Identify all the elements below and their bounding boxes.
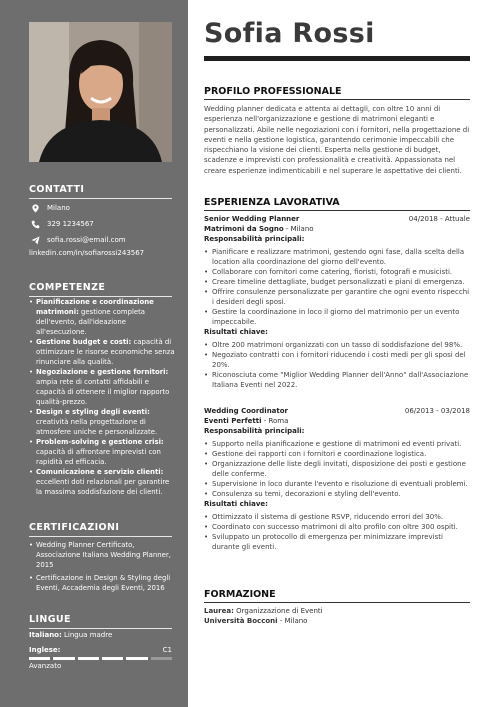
list-item: • Supporto nella pianificazione e gestione di matrimoni ed eventi privati. xyxy=(204,439,470,449)
education-heading: FORMAZIONE xyxy=(204,589,276,600)
language-level-segment xyxy=(53,657,74,660)
portrait-image xyxy=(29,22,172,162)
certification-item: • Wedding Planner Certificato, Associazione Italiana Wedding Planner, 2015 xyxy=(29,540,175,570)
language-level-segment xyxy=(78,657,99,660)
language-english: Inglese: C1 xyxy=(29,646,172,654)
skill-item: • Comunicazione e servizio clienti: eccellenti doti relazionali per garantire la massima soddisfazione dei clienti. xyxy=(29,467,175,497)
job-entry-1: Senior Wedding Planner 04/2018 - Attuale Matrimoni da Sogno - Milano Responsabilità principali: • Pianificare e realizzare matrimoni, gestendo ogni fase, dalla scelta della location alla coordinazione del giorno dell'evento. • Collaborare con fornitori come catering, fioristi, fotografi e musicisti. • Creare timeline dettagliate, budget personalizzati e piani di emergenza. • Offrire consulenze personalizzate per garantire che ogni evento rispecchi i desideri degli sposi. • Gestire la coordinazione in loco il giorno del matrimonio per un evento impeccabile. Risultati chiave: • Oltre 200 matrimoni organizzati con un tasso di soddisfazione del 98%. • Negoziato contratti con i fornitori riducendo i costi medi per gli sposi del 20%. • Riconosciuta come "Miglior Wedding Planner dell'Anno" dall'Associazione Italiana Eventi nel 2022. xyxy=(204,214,470,390)
education-entry: Laurea: Organizzazione di Eventi Università Bocconi - Milano xyxy=(204,607,323,625)
language-level-segment xyxy=(29,657,50,660)
list-item: • Consulenza su temi, decorazioni e styling dell'evento. xyxy=(204,489,470,499)
list-item: • Collaborare con fornitori come catering, fioristi, fotografi e musicisti. xyxy=(204,267,470,277)
contact-phone xyxy=(29,219,94,229)
responsibilities-list xyxy=(204,439,470,499)
phone-text[interactable]: 329 1234567 xyxy=(47,219,94,228)
city-text: Milano xyxy=(47,203,70,212)
list-item: • Negoziato contratti con i fornitori riducendo i costi medi per gli sposi del 20%. xyxy=(204,350,470,370)
profile-text: Wedding planner dedicata e attenta ai dettagli, con oltre 10 anni di esperienza nell'organizzazione e gestione di matrimoni eleganti e personalizzati. Abile nelle negoziazioni con i fornitori, nella progettazione di eventi e nella gestione logistica, garantendo cerimonie impeccabili che rispecchiano la visione dei clienti. Esperta nella gestione di budget, scadenze e imprevisti con professionalità e creatività. Appassionata nel creare esperienze indimenticabili e nel superare le aspettative dei clienti. xyxy=(204,105,470,175)
skill-item: • Problem-solving e gestione crisi: capacità di affrontare imprevisti con rapidità ed efficacia. xyxy=(29,437,175,467)
job-role: Senior Wedding Planner xyxy=(204,215,300,223)
job-entry-2: Wedding Coordinator 06/2013 - 03/2018 Eventi Perfetti - Roma Responsabilità principali: • Supporto nella pianificazione e gestione di matrimoni ed eventi privati. • Gestione dei rapporti con i fornitori e coordinazione logistica. • Organizzazione delle liste degli invitati, disposizione dei posti e gestione delle conferme. • Supervisione in loco durante l'evento e risoluzione di eventuali problemi. • Consulenza su temi, decorazioni e styling dell'evento. Risultati chiave: • Ottimizzato il sistema di gestione RSVP, riducendo errori del 30%. • Coordinato con successo matrimoni di alto profilo con oltre 300 ospiti. • Sviluppato un protocollo di emergenza per minimizzare imprevisti durante gli eventi. xyxy=(204,406,470,552)
name-underline xyxy=(204,56,470,61)
candidate-name: Sofia Rossi xyxy=(204,18,375,49)
skill-item: • Pianificazione e coordinazione matrimoni: gestione completa dell'evento, dall'ideazione all'esecuzione. xyxy=(29,297,175,337)
list-item: • Gestire la coordinazione in loco il giorno del matrimonio per un evento impeccabile. xyxy=(204,307,470,327)
email-link[interactable]: sofia.rossi@email.com xyxy=(47,235,126,244)
skill-item: • Negoziazione e gestione fornitori: ampia rete di contatti affidabili e capacità di ottenere il miglior rapporto qualità-prezzo. xyxy=(29,367,175,407)
education-rule xyxy=(204,602,470,603)
list-item: • Ottimizzato il sistema di gestione RSVP, riducendo errori del 30%. xyxy=(204,512,470,522)
contacts-heading: CONTATTI xyxy=(29,184,172,199)
skill-item: • Gestione budget e costi: capacità di ottimizzare le risorse economiche senza rinunciare alla qualità. xyxy=(29,337,175,367)
job-company: Eventi Perfetti xyxy=(204,417,262,425)
skill-item: • Design e styling degli eventi: creatività nella progettazione di atmosfere uniche e personalizzate. xyxy=(29,407,175,437)
send-icon xyxy=(29,235,42,245)
certification-item: • Certificazione in Design & Styling degli Eventi, Accademia degli Eventi, 2016 xyxy=(29,573,175,593)
skills-list xyxy=(29,297,175,497)
results-list xyxy=(204,340,470,390)
contact-city xyxy=(29,203,70,213)
experience-rule xyxy=(204,210,470,211)
job-role: Wedding Coordinator xyxy=(204,407,289,415)
sidebar xyxy=(0,0,188,707)
list-item: • Gestione dei rapporti con i fornitori e coordinazione logistica. xyxy=(204,449,470,459)
location-pin-icon xyxy=(29,203,42,213)
list-item: • Organizzazione delle liste degli invitati, disposizione dei posti e gestione delle conferme. xyxy=(204,459,470,479)
language-level-desc: Avanzato xyxy=(29,662,62,670)
linkedin-link[interactable]: linkedin.com/in/sofiarossi243567 xyxy=(29,249,145,257)
phone-icon xyxy=(29,219,42,229)
profile-heading: PROFILO PROFESSIONALE xyxy=(204,86,342,97)
list-item: • Creare timeline dettagliate, budget personalizzati e piani di emergenza. xyxy=(204,277,470,287)
responsibilities-list xyxy=(204,247,470,327)
language-level-segment xyxy=(126,657,147,660)
skills-heading: COMPETENZE xyxy=(29,282,172,297)
language-level-segment xyxy=(102,657,123,660)
list-item: • Pianificare e realizzare matrimoni, gestendo ogni fase, dalla scelta della location alla coordinazione del giorno dell'evento. xyxy=(204,247,470,267)
degree-value: Organizzazione di Eventi xyxy=(233,607,323,615)
certifications-list xyxy=(29,540,175,596)
list-item: • Riconosciuta come "Miglior Wedding Planner dell'Anno" dall'Associazione Italiana Eventi nel 2022. xyxy=(204,370,470,390)
responsibilities-label: Responsabilità principali: xyxy=(204,235,305,243)
list-item: • Offrire consulenze personalizzate per garantire che ogni evento rispecchi i desideri degli sposi. xyxy=(204,287,470,307)
job-dates: 04/2018 - Attuale xyxy=(408,215,470,223)
list-item: • Oltre 200 matrimoni organizzati con un tasso di soddisfazione del 98%. xyxy=(204,340,470,350)
language-italian: Italiano: Lingua madre xyxy=(29,631,113,639)
list-item: • Supervisione in loco durante l'evento e risoluzione di eventuali problemi. xyxy=(204,479,470,489)
degree-label: Laurea: xyxy=(204,607,234,615)
language-level-segment xyxy=(151,657,172,660)
contact-email xyxy=(29,235,126,245)
results-label: Risultati chiave: xyxy=(204,500,268,508)
job-company: Matrimoni da Sogno xyxy=(204,225,284,233)
responsibilities-label: Responsabilità principali: xyxy=(204,427,305,435)
language-level: C1 xyxy=(162,646,172,654)
results-label: Risultati chiave: xyxy=(204,328,268,336)
languages-heading: LINGUE xyxy=(29,614,172,629)
language-level-bar xyxy=(29,657,172,660)
list-item: • Coordinato con successo matrimoni di alto profilo con oltre 300 ospiti. xyxy=(204,522,470,532)
experience-heading: ESPERIENZA LAVORATIVA xyxy=(204,197,340,208)
profile-rule xyxy=(204,99,470,100)
list-item: • Sviluppato un protocollo di emergenza per minimizzare imprevisti durante gli eventi. xyxy=(204,532,470,552)
results-list xyxy=(204,512,470,552)
job-dates: 06/2013 - 03/2018 xyxy=(404,407,470,415)
profile-photo xyxy=(29,22,172,162)
certifications-heading: CERTIFICAZIONI xyxy=(29,522,172,537)
university-name: Università Bocconi xyxy=(204,617,278,625)
